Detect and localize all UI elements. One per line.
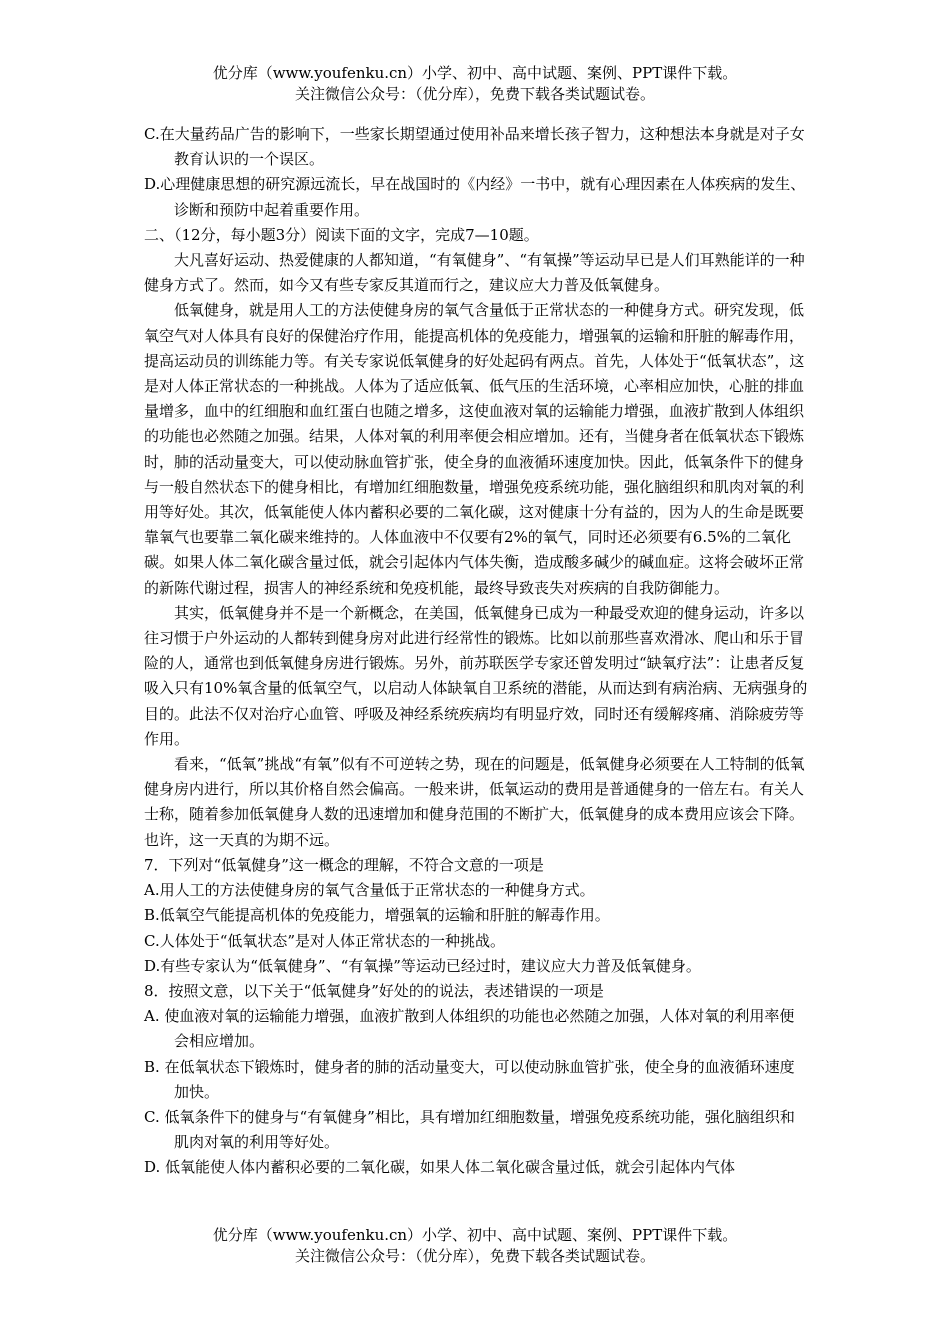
header-line-2: 关注微信公众号：（优分库），免费下载各类试题试卷。	[294, 85, 655, 103]
question-7-option-c: C.人体处于“低氧状态”是对人体正常状态的一种挑战。	[144, 931, 506, 950]
footer-line-2: 关注微信公众号：（优分库），免费下载各类试题试卷。	[294, 1247, 655, 1265]
document-body	[144, 122, 808, 1181]
footer-line-1: 优分库（www.youfenku.cn）小学、初中、高中试题、案例、PPT课件下载。	[212, 1226, 738, 1244]
question-8-option-a: A. 使血液对氧的运输能力增强，血液扩散到人体组织的功能也必然随之加强，人体对氧的利用率便会相应增加。	[144, 1007, 795, 1051]
question-7-stem: 7．下列对“低氧健身”这一概念的理解，不符合文意的一项是	[144, 855, 544, 874]
passage-paragraph-2: 低氧健身，就是用人工的方法使健身房的氧气含量低于正常状态的一种健身方式。研究发现，低氧空气对人体具有良好的保健治疗作用，能提高机体的免疫能力，增强氧的运输和肝脏的解毒作用，提高运动员的训练能力等。有关专家说低氧健身的好处起码有两点。首先，人体处于“低氧状态”，这是对人体正常状态的一种挑战。人体为了适应低氧、低气压的生活环境，心率相应加快，心脏的排血量增多，血中的红细胞和血红蛋白也随之增多，这使血液对氧的运输能力增强，血液扩散到人体组织的功能也必然随之加强。结果，人体对氧的利用率便会相应增加。还有，当健身者在低氧状态下锻炼时，肺的活动量变大，可以使动脉血管扩张，使全身的血液循环速度加快。因此，低氧条件下的健身与一般自然状态下的健身相比，有增加红细胞数量，增强免疫系统功能，强化脑组织和肌肉对氧的利用等好处。其次，低氧能使人体内蓄积必要的二氧化碳，这对健康十分有益的，因为人的生命是既要靠氧气也要靠二氧化碳来维持的。人体血液中不仅要有2%的氧气，同时还必须要有6.5%的二氧化碳。如果人体二氧化碳含量过低，就会引起体内气体失衡，造成酸多碱少的碱血症。这将会破坏正常的新陈代谢过程，损害人的神经系统和免疫机能，最终导致丧失对疾病的自我防御能力。	[144, 301, 805, 597]
prev-option-d: D.心理健康思想的研究源远流长，早在战国时的《内经》一书中，就有心理因素在人体疾病的发生、诊断和预防中起着重要作用。	[144, 175, 806, 219]
prev-option-c: C.在大量药品广告的影响下，一些家长期望通过使用补品来增长孩子智力，这种想法本身就是对子女教育认识的一个误区。	[144, 125, 805, 169]
page-header	[140, 63, 810, 105]
passage-paragraph-4: 看来，“低氧”挑战“有氧”似有不可逆转之势，现在的问题是，低氧健身必须要在人工特制的低氧健身房内进行，所以其价格自然会偏高。一般来讲，低氧运动的费用是普通健身的一倍左右。有关人士称，随着参加低氧健身人数的迅速增加和健身范围的不断扩大，低氧健身的成本费用应该会下降。也许，这一天真的为期不远。	[144, 755, 805, 849]
passage-paragraph-1: 大凡喜好运动、热爱健康的人都知道，“有氧健身”、“有氧操”等运动早已是人们耳熟能详的一种健身方式了。然而，如今又有些专家反其道而行之，建议应大力普及低氧健身。	[144, 251, 805, 295]
question-8-option-b: B. 在低氧状态下锻炼时，健身者的肺的活动量变大，可以使动脉血管扩张，使全身的血液循环速度加快。	[144, 1057, 795, 1101]
question-8-stem: 8．按照文意，以下关于“低氧健身”好处的的说法，表述错误的一项是	[144, 981, 604, 1000]
page-footer	[140, 1225, 810, 1267]
header-line-1: 优分库（www.youfenku.cn）小学、初中、高中试题、案例、PPT课件下载。	[212, 64, 738, 82]
question-8-option-d: D. 低氧能使人体内蓄积必要的二氧化碳，如果人体二氧化碳含量过低，就会引起体内气体	[144, 1158, 736, 1177]
question-8-option-c: C. 低氧条件下的健身与“有氧健身”相比，具有增加红细胞数量，增强免疫系统功能，强化脑组织和肌肉对氧的利用等好处。	[144, 1107, 795, 1152]
passage-paragraph-3: 其实，低氧健身并不是一个新概念，在美国，低氧健身已成为一种最受欢迎的健身运动，许多以往习惯于户外运动的人都转到健身房对此进行经常性的锻炼。比如以前那些喜欢滑冰、爬山和乐于冒险的人，通常也到低氧健身房进行锻炼。另外，前苏联医学专家还曾发明过“缺氧疗法”：让患者反复吸入只有10%氧含量的低氧空气，以启动人体缺氧自卫系统的潜能，从而达到有病治病、无病强身的目的。此法不仅对治疗心血管、呼吸及神经系统疾病均有明显疗效，同时还有缓解疼痛、消除疲劳等作用。	[144, 603, 808, 748]
section-title: 二、（12分，每小题3分）阅读下面的文字，完成7—10题。	[144, 225, 539, 244]
question-7-option-b: B.低氧空气能提高机体的免疫能力，增强氧的运输和肝脏的解毒作用。	[144, 906, 610, 925]
question-7-option-d: D.有些专家认为“低氧健身”、“有氧操”等运动已经过时，建议应大力普及低氧健身。	[144, 956, 701, 975]
question-7-option-a: A.用人工的方法使健身房的氧气含量低于正常状态的一种健身方式。	[144, 881, 595, 900]
